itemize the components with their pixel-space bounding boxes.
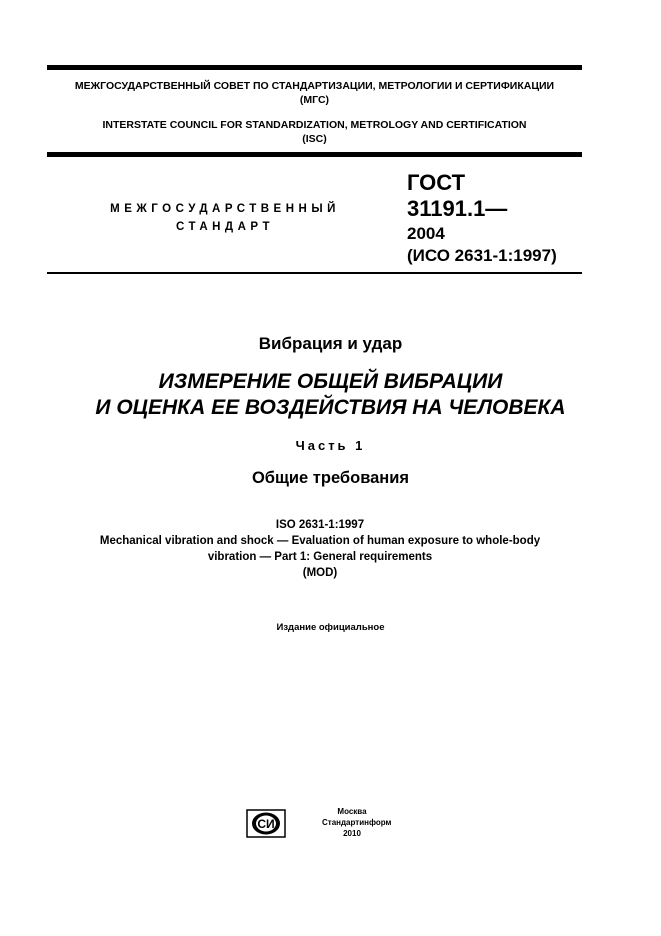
- standard-label-line1: МЕЖГОСУДАРСТВЕННЫЙ: [110, 203, 340, 215]
- standard-type-label: [95, 200, 355, 236]
- iso-code: ISO 2631-1:1997: [275, 519, 365, 531]
- gost-iso-reference: (ИСО 2631-1:1997): [407, 246, 557, 265]
- publication-year: 2010: [343, 829, 361, 838]
- document-subtitle: Вибрация и удар: [258, 334, 403, 353]
- council-en-abbr: (ISC): [302, 133, 327, 145]
- top-divider: [47, 65, 582, 70]
- edition-label: Издание официальное: [276, 622, 385, 633]
- gost-year: 2004: [407, 224, 445, 243]
- iso-title-line-1: Mechanical vibration and shock — Evaluation of human exposure to whole-body: [99, 535, 541, 547]
- standartinform-logo: [246, 809, 286, 838]
- gost-number: 31191.1—: [407, 196, 508, 221]
- logo-lettering: СИ: [257, 817, 275, 831]
- header-divider: [47, 152, 582, 157]
- iso-reference-block: [40, 517, 600, 581]
- council-en-name: INTERSTATE COUNCIL FOR STANDARDIZATION, METROLOGY AND CERTIFICATION: [102, 119, 527, 131]
- designation-divider: [47, 272, 582, 274]
- iso-modifier: (MOD): [302, 567, 338, 579]
- iso-title-line-2: vibration — Part 1: General requirements: [207, 551, 433, 563]
- title-line-2: И ОЦЕНКА ЕЕ ВОЗДЕЙСТВИЯ НА ЧЕЛОВЕКА: [95, 396, 566, 419]
- council-ru-abbr: (МГС): [299, 94, 330, 106]
- standard-label-line2: СТАНДАРТ: [176, 221, 274, 233]
- part-number: Часть 1: [295, 438, 366, 453]
- council-ru-name: МЕЖГОСУДАРСТВЕННЫЙ СОВЕТ ПО СТАНДАРТИЗАЦИИ, МЕТРОЛОГИИ И СЕРТИФИКАЦИИ: [74, 80, 555, 92]
- council-russian: [47, 79, 582, 107]
- document-title: [0, 369, 661, 421]
- title-line-1: ИЗМЕРЕНИЕ ОБЩЕЙ ВИБРАЦИИ: [158, 370, 503, 393]
- council-english: [47, 118, 582, 146]
- gost-designation: [407, 170, 557, 267]
- publisher-name: Стандартинформ: [322, 818, 392, 827]
- publisher-info: [322, 806, 392, 839]
- part-name: Общие требования: [251, 469, 410, 487]
- gost-prefix: ГОСТ: [407, 170, 466, 195]
- publisher-city: Москва: [337, 807, 367, 816]
